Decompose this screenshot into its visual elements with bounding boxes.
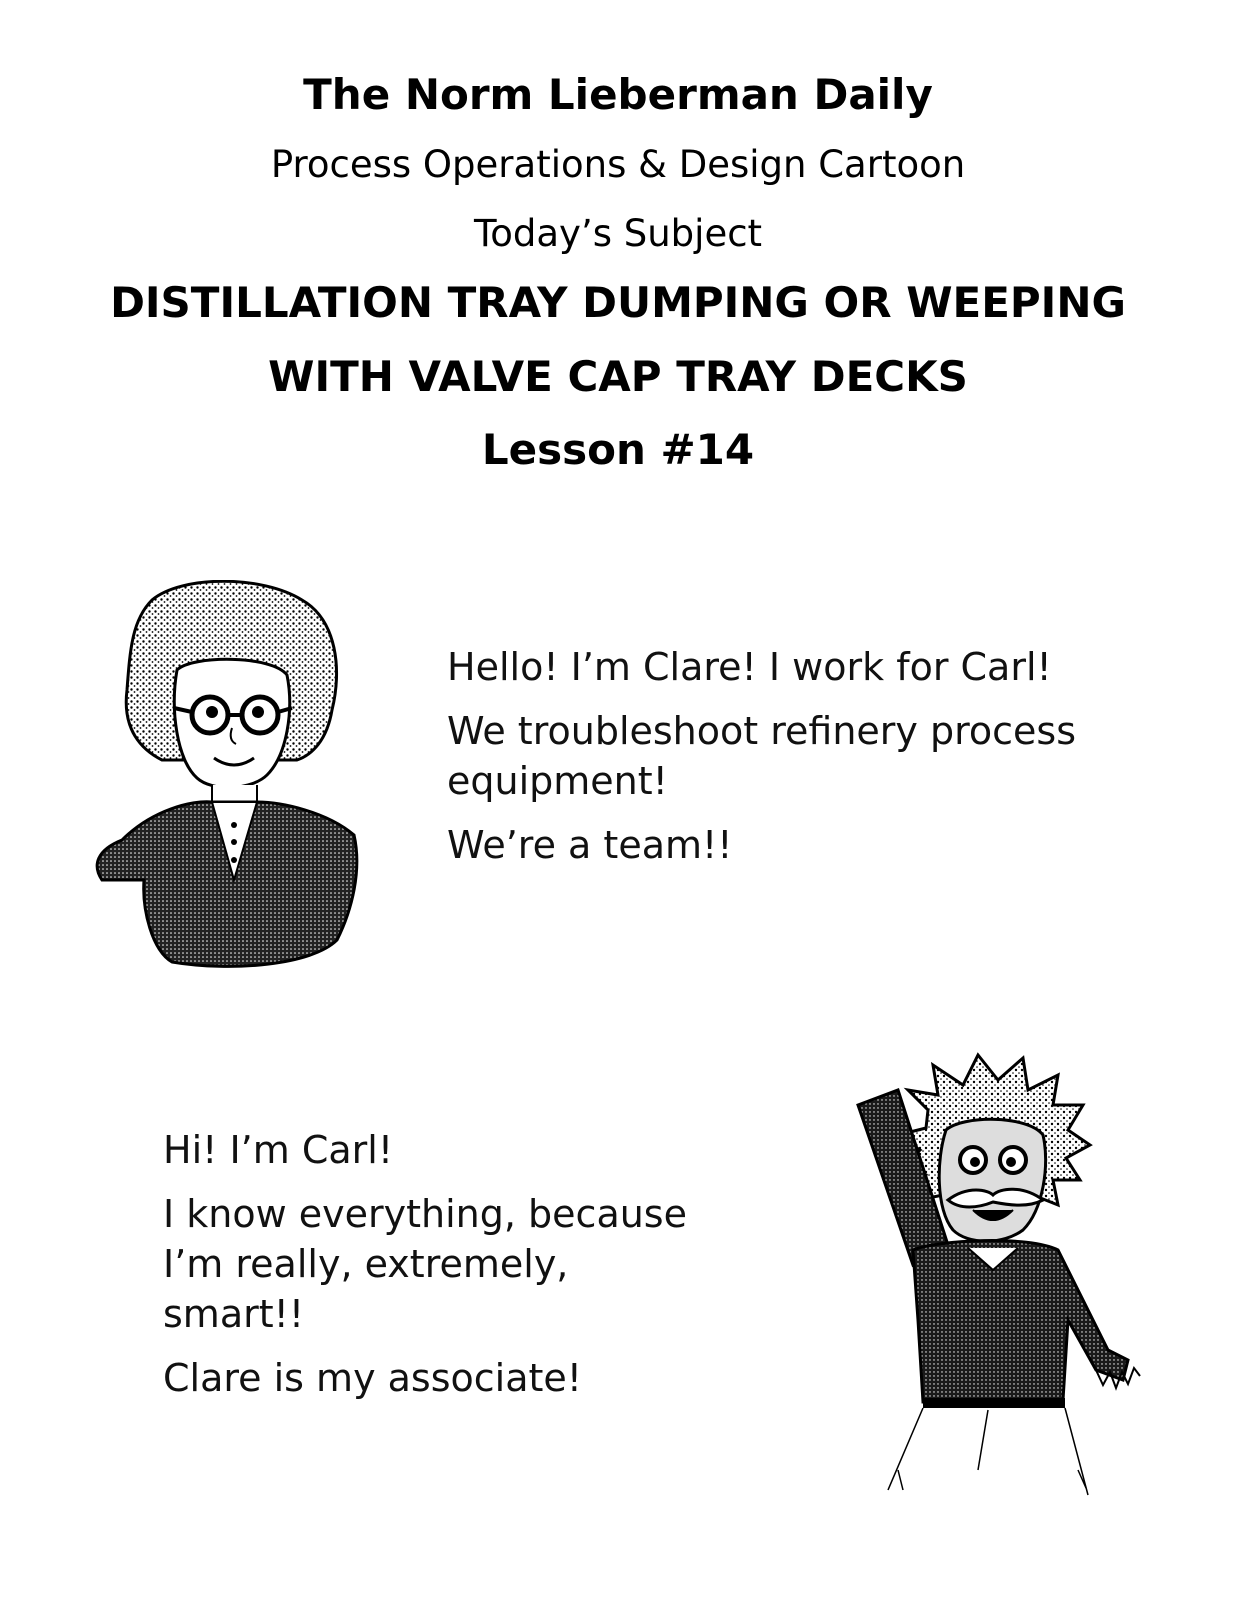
subject-line-1: DISTILLATION TRAY DUMPING OR WEEPING	[110, 278, 1126, 327]
page-title: The Norm Lieberman Daily	[303, 70, 933, 119]
subject-line-2: WITH VALVE CAP TRAY DECKS	[268, 352, 968, 401]
carl-line-1: Hi! I’m Carl!	[163, 1128, 394, 1172]
clare-cartoon-icon	[82, 580, 372, 970]
clare-line-3: We’re a team!!	[447, 823, 733, 867]
clare-line-2: We troubleshoot refinery process equipment!	[447, 709, 1077, 803]
subject-label: Today’s Subject	[473, 212, 763, 255]
carl-speech	[163, 1125, 703, 1417]
lesson-number: Lesson #14	[481, 425, 755, 474]
carl-line-3: Clare is my associate!	[163, 1356, 583, 1400]
clare-speech	[447, 642, 1207, 884]
page-subtitle: Process Operations & Design Cartoon	[270, 143, 966, 186]
carl-cartoon-icon	[828, 1050, 1158, 1510]
carl-line-2: I know everything, because I’m really, extremely, smart!!	[163, 1192, 687, 1336]
clare-line-1: Hello! I’m Clare! I work for Carl!	[447, 645, 1052, 689]
